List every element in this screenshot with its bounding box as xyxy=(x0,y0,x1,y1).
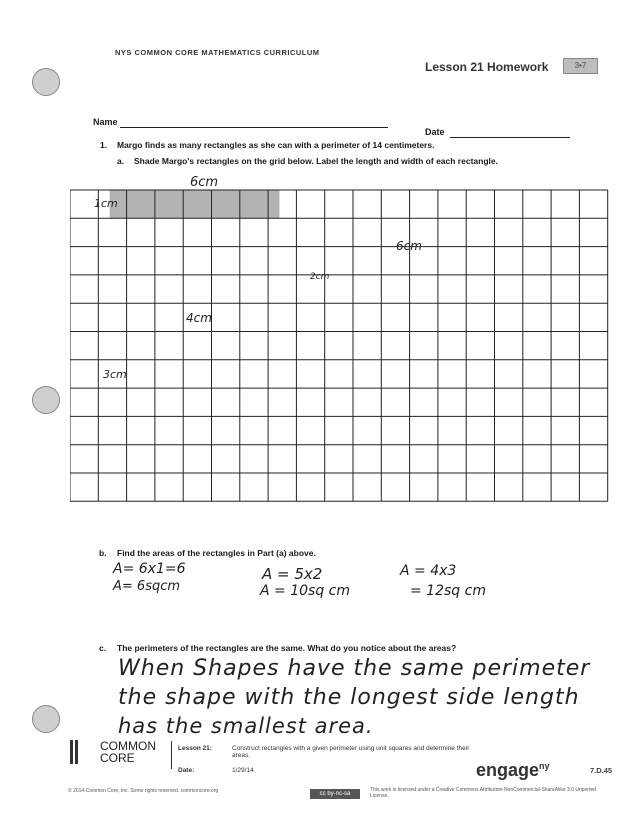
area-answer-2b: A = 10sq cm xyxy=(260,583,350,599)
answer-line-3: has the smallest area. xyxy=(118,714,374,738)
binder-hole-middle xyxy=(32,386,60,414)
name-field[interactable] xyxy=(120,127,388,128)
creative-commons-icon: cc by-nc-sa xyxy=(310,789,360,799)
label-1cm: 1cm xyxy=(94,197,118,210)
grid-area xyxy=(70,165,630,525)
question-stem: Margo finds as many rectangles as she can with a perimeter of 14 centimeters. xyxy=(117,140,435,150)
footer-date-label: Date: xyxy=(178,767,195,774)
part-a-label: a. xyxy=(117,156,125,166)
engage-ny-logo: engage$^{ny}$ xyxy=(476,760,550,780)
date-label: Date xyxy=(425,127,445,137)
common-core-logo-icon xyxy=(70,740,84,764)
label-6cm-right: 6cm xyxy=(396,239,422,253)
footer-lesson-desc: Construct rectangles with a given perimeter using unit squares and determine their areas. xyxy=(232,745,470,759)
area-answer-3b: = 12sq cm xyxy=(410,583,486,599)
part-c-text: The perimeters of the rectangles are the same. What do you notice about the areas? xyxy=(117,643,457,653)
answer-line-1: When Shapes have the same perimeter xyxy=(118,656,591,681)
shaded-rectangle-6x1 xyxy=(110,190,280,218)
area-answer-2a: A = 5x2 xyxy=(262,565,323,583)
lesson-title: Lesson 21 Homework xyxy=(425,60,549,74)
label-6cm-top: 6cm xyxy=(190,175,219,190)
part-b-text: Find the areas of the rectangles in Part (a) above. xyxy=(117,548,316,558)
binder-hole-bottom xyxy=(32,705,60,733)
question-number: 1. xyxy=(100,140,108,150)
binder-hole-top xyxy=(32,68,60,96)
footer-date: 1/29/14 xyxy=(232,767,254,774)
date-field[interactable] xyxy=(450,137,570,138)
part-a-text: Shade Margo's rectangles on the grid below. Label the length and width of each rectangle. xyxy=(134,156,498,166)
copyright: © 2014 Common Core, Inc. Some rights reserved. commoncore.org xyxy=(68,788,219,794)
area-answer-1a: A= 6x1=6 xyxy=(113,561,186,577)
answer-line-2: the shape with the longest side length xyxy=(118,685,580,710)
area-answer-1b: A= 6sqcm xyxy=(113,579,181,594)
name-label: Name xyxy=(93,117,118,127)
label-4cm: 4cm xyxy=(186,311,212,325)
area-answer-3a: A = 4x3 xyxy=(400,563,457,579)
label-2cm: 2cm xyxy=(310,272,330,282)
grade-badge: 3•7 xyxy=(563,58,598,74)
footer-divider xyxy=(171,741,172,769)
common-core-brand: COMMON CORE xyxy=(100,739,156,765)
curriculum-title: NYS COMMON CORE MATHEMATICS CURRICULUM xyxy=(115,48,320,57)
label-3cm: 3cm xyxy=(103,368,127,381)
part-b-label: b. xyxy=(99,548,107,558)
page-number: 7.D.45 xyxy=(590,766,613,775)
part-c-label: c. xyxy=(99,643,107,653)
license-text: This work is licensed under a Creative Commons Attribution-NonCommercial-ShareAlike 3.0 Unported License. xyxy=(370,787,596,799)
footer-lesson-label: Lesson 21: xyxy=(178,745,212,752)
